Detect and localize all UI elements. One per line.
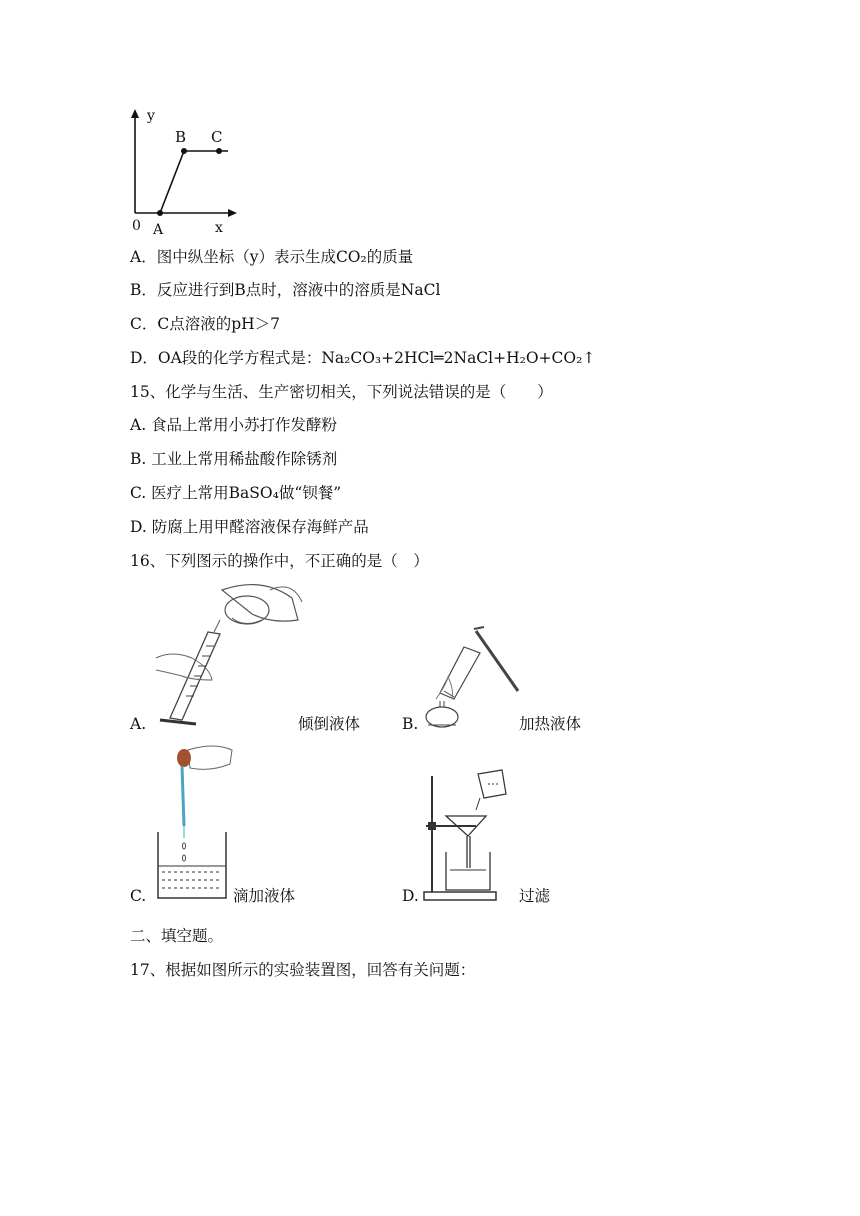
point-a-label: A xyxy=(153,222,164,238)
q16-option-a-letter: A. xyxy=(130,715,147,733)
q16-option-c-caption: 滴加液体 xyxy=(233,887,296,905)
pouring-liquid-illustration xyxy=(152,580,312,730)
q16-option-c-letter: C. xyxy=(130,887,147,905)
q14-option-b: B．反应进行到B点时，溶液中的溶质是NaCl xyxy=(130,281,441,299)
q14-option-c: C．C点溶液的pH＞7 xyxy=(130,315,281,333)
heating-liquid-illustration xyxy=(418,625,528,735)
q16-option-b-letter: B. xyxy=(402,715,419,733)
q16-option-a-caption: 倾倒液体 xyxy=(298,715,361,733)
q16-option-d-letter: D. xyxy=(402,887,419,905)
origin-label: 0 xyxy=(132,218,141,234)
x-axis-label: x xyxy=(215,220,223,236)
q16-option-d-caption: 过滤 xyxy=(519,887,551,905)
q14-option-d: D．OA段的化学方程式是：Na₂CO₃+2HCl═2NaCl+H₂O+CO₂↑ xyxy=(130,349,596,367)
point-b-label: B xyxy=(175,128,187,146)
filtration-illustration xyxy=(420,764,530,904)
section-two-heading: 二、填空题。 xyxy=(130,927,224,945)
q15-option-b: B. 工业上常用稀盐酸作除锈剂 xyxy=(130,450,338,468)
q15-option-d: D. 防腐上用甲醛溶液保存海鲜产品 xyxy=(130,518,369,536)
dropping-liquid-illustration xyxy=(154,742,244,902)
q15-option-a: A. 食品上常用小苏打作发酵粉 xyxy=(130,416,338,434)
y-axis-label: y xyxy=(147,108,155,124)
q17-stem: 17、根据如图所示的实验装置图，回答有关问题： xyxy=(130,961,476,979)
q15-stem: 15、化学与生活、生产密切相关，下列说法错误的是（ ） xyxy=(130,383,553,401)
point-c-label: C xyxy=(211,128,223,146)
q16-stem: 16、下列图示的操作中，不正确的是（ ） xyxy=(130,552,429,570)
q15-option-c: C. 医疗上常用BaSO₄做“钡餐” xyxy=(130,484,342,502)
q14-option-a: A．图中纵坐标（y）表示生成CO₂的质量 xyxy=(130,248,414,266)
q16-option-b-caption: 加热液体 xyxy=(519,715,582,733)
